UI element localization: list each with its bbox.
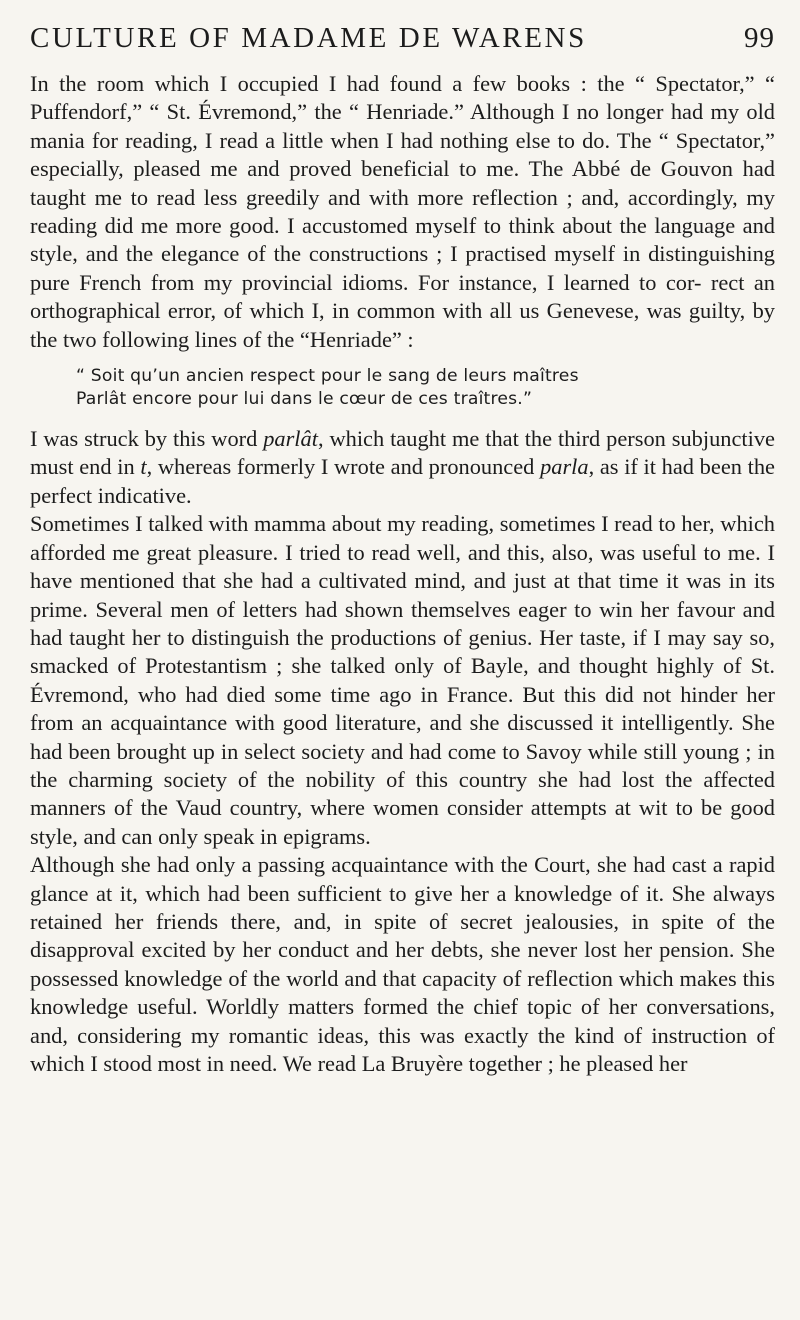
paragraph-parlat-text-d: , as if it had been the perfect indicative. <box>30 454 775 508</box>
italic-word-parla: parla <box>540 454 589 480</box>
paragraph-parlat-text-a: I was struck by this word <box>30 426 264 452</box>
book-page <box>30 22 775 1078</box>
page-number: 99 <box>744 22 775 54</box>
paragraph-parlat-text-c: , whereas formerly I wrote and pronounced <box>146 454 541 480</box>
quote-line-2: Parlât encore pour lui dans le cœur de ces traîtres.” <box>76 389 533 410</box>
paragraph-mamma-reading: Sometimes I talked with mamma about my reading, sometimes I read to her, which afforded me great pleasure. I tried to read well, and this, also, was useful to me. I have mentioned that she had a cultivated mind, and just at that time it was in its prime. Several men of letters had shown themselves eager to win her favour and had taught her to distinguish the productions of genius. Her taste, if I may say so, smacked of Protestantism ; she talked only of Bayle, and thought highly of St. Évremond, who had died some time ago in France. But this did not hinder her from an acquaintance with good literature, and she discussed it intelligently. She had been brought up in select society and had come to Savoy while still young ; in the charming society of the nobility of this country she had lost the affected manners of the Vaud country, where women consider attempts at wit to be good style, and can only speak in epigrams. <box>30 511 775 849</box>
paragraph-books: In the room which I occupied I had found a few books : the “ Spectator,” “ Puffendorf,” “ St. Évremond,” the “ Henriade.” Although I no longer had my old mania for reading, I read a little when I had nothing else to do. The “ Spectator,” especially, pleased me and proved beneficial to me. The Abbé de Gouvon had taught me to read less greedily and with more reflection ; and, accordingly, my reading did me more good. I accustomed myself to think about the language and style, and the elegance of the constructions ; I practised myself in distinguishing pure French from my provincial idioms. For instance, I learned to cor- rect an orthographical error, of which I, in common with all us Genevese, was guilty, by the two following lines of the “Henriade” : <box>30 71 775 352</box>
running-title: CULTURE OF MADAME DE WARENS <box>30 22 587 54</box>
henriade-quotation <box>30 365 775 411</box>
paragraph-parlat-text-b: , which taught me that the third person subjunctive must end in <box>30 426 775 480</box>
italic-word-parlat: parlât <box>263 426 318 452</box>
italic-letter-t: t <box>140 454 147 480</box>
paragraph-parlat <box>30 425 775 510</box>
quote-line-1: “ Soit qu’un ancien respect pour le sang de leurs maîtres <box>76 366 579 387</box>
running-head <box>30 22 775 66</box>
paragraph-court: Although she had only a passing acquaintance with the Court, she had cast a rapid glance at it, which had been sufficient to give her a knowledge of it. She always retained her friends there, and, in spite of secret jealousies, in spite of the disapproval excited by her conduct and her debts, she never lost her pension. She possessed knowledge of the world and that capacity of reflection which makes this knowledge useful. Worldly matters formed the chief topic of her conversations, and, considering my romantic ideas, this was exactly the kind of instruction of which I stood most in need. We read La Bruyère together ; he pleased her <box>30 852 775 1076</box>
